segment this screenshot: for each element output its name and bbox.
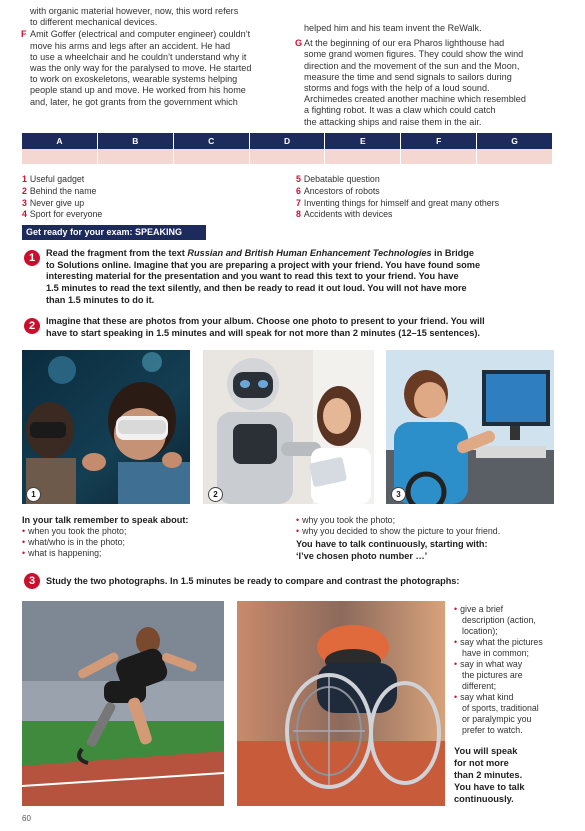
grid-column-header: G: [511, 136, 518, 146]
reading-text-line: to use a wheelchair and he couldn’t understand why it: [30, 51, 247, 62]
compare-final-instruction: [454, 745, 562, 805]
list-item: [22, 174, 282, 186]
answer-grid-header: [22, 133, 552, 149]
instruction-quote: ‘I’ve chosen photo number …’: [296, 551, 428, 561]
reading-text-line: direction and the movement of the sun and the Moon,: [304, 60, 520, 71]
list-number: 5: [296, 174, 301, 184]
list-number: 4: [22, 209, 27, 220]
list-number: 2: [22, 185, 27, 196]
task-number-badge: 2: [24, 318, 40, 334]
reading-text-line: some grand women figures. They could show the wind: [304, 49, 524, 60]
list-item: • when you took the photo;: [22, 526, 127, 536]
bullet-text: why you decided to show the picture to your friend.: [302, 526, 501, 536]
bullet-text: say what kind: [460, 692, 514, 702]
bullet-text: have in common;: [462, 648, 529, 658]
list-text: Accidents with devices: [303, 209, 393, 220]
instruction-text: for not more: [454, 758, 509, 768]
reading-text-line: Archimedes created another machine which resembled: [304, 94, 526, 105]
bullet-text: what/who is in the photo;: [28, 537, 125, 547]
talk-heading: In your talk remember to speak about:: [22, 515, 189, 525]
reading-text-line: with organic material however, now, this word refers: [30, 6, 239, 16]
list-text: Inventing things for himself and great many others: [303, 197, 500, 208]
list-number: 8: [296, 209, 301, 220]
photo-man-computer[interactable]: [386, 350, 554, 504]
instruction-text: continuously.: [454, 794, 514, 804]
task-text: to Solutions online. Imagine that you are preparing a project with your friend. You have found some: [46, 259, 481, 270]
list-item: • what/who is in the photo;: [22, 537, 125, 547]
headings-list-left: [22, 174, 282, 221]
instruction-text: You have to talk continuously, starting with:: [296, 539, 488, 549]
list-item: [22, 198, 282, 210]
answer-cell-e[interactable]: [325, 149, 401, 164]
reading-right-column: [295, 23, 554, 128]
list-item: • say in what way the pictures are different;: [454, 659, 562, 692]
bullet-text: what is happening;: [28, 548, 102, 558]
page-number: 60: [22, 814, 31, 823]
reading-text-line: storms and fogs with the help of a loud sound.: [304, 83, 490, 94]
task-text: Imagine that these are photos from your album. Choose one photo to present to your friend. You will: [46, 316, 485, 326]
reading-text-line: and, later, he got grants from the government which: [30, 96, 238, 107]
reading-text-line: helped him and his team invent the ReWalk.: [304, 23, 482, 33]
paragraph-letter: F: [21, 29, 27, 40]
answer-cell-c[interactable]: [174, 149, 250, 164]
grid-column-header: A: [22, 133, 98, 149]
list-text: Useful gadget: [29, 174, 85, 184]
bullet-text: description (action,: [462, 615, 536, 625]
reading-text-line: a fighting robot. It was a claw which could catch: [304, 105, 496, 116]
list-item: [296, 198, 566, 210]
bullet-text: different;: [462, 681, 497, 691]
answer-grid-row: [22, 149, 552, 164]
bullet-text: of sports, traditional: [462, 703, 539, 713]
bullet-text: say in what way: [460, 659, 523, 669]
task-2-instructions: [46, 316, 566, 339]
bullet-text: say what the pictures: [460, 637, 543, 647]
list-item: • say what kind of sports, traditional or paralympic you prefer to watch.: [454, 692, 562, 736]
list-text: Ancestors of robots: [303, 185, 380, 196]
reading-left-column: [21, 6, 280, 108]
task-number-badge: 3: [24, 573, 40, 589]
answer-cell-d[interactable]: [250, 149, 326, 164]
task-3-instructions: Study the two photographs. In 1.5 minutes be ready to compare and contrast the photographs:: [46, 576, 460, 586]
talk-bullets-right: [296, 515, 566, 537]
list-item: [22, 209, 282, 221]
paragraph-f: [21, 29, 280, 107]
reading-text-line: was the only way for the paralysed to move. He started: [30, 63, 252, 74]
task-text: 1.5 minutes to read the text silently, and then be ready to read it out loud. You will not have more: [46, 283, 467, 294]
photo-robot-woman[interactable]: [203, 350, 374, 504]
task-text: have to start speaking in 1.5 minutes and will speak for not more than 2 minutes (12–15 sentences).: [46, 327, 480, 338]
list-item: • what is happening;: [22, 548, 102, 558]
task-text: Read the fragment from the text: [46, 248, 188, 258]
reading-text-line: people stand up and move. He worked from his home: [30, 85, 246, 96]
reading-text-line: the attacking ships and raise them in the air.: [304, 116, 482, 127]
list-item: [296, 209, 566, 221]
reading-text-line: At the beginning of our era Pharos lighthouse had: [304, 38, 505, 49]
photo-number-tag: 1: [26, 487, 41, 502]
instruction-text: You have to talk: [454, 782, 525, 792]
reading-text-line: to different mechanical devices.: [30, 17, 158, 28]
talk-bullets-left: [22, 526, 282, 559]
list-item: [22, 186, 282, 198]
compare-bullets: [454, 604, 562, 736]
reading-text-line: move his arms and legs after an accident. He had: [30, 40, 231, 51]
task-text: in Bridge: [431, 248, 474, 258]
list-text: Behind the name: [29, 185, 97, 196]
list-number: 1: [22, 174, 27, 184]
bullet-text: give a brief: [460, 604, 504, 614]
grid-column-header: F: [401, 133, 477, 149]
list-text: Never give up: [29, 197, 85, 208]
list-item: • why you took the photo;: [296, 515, 396, 525]
list-text: Sport for everyone: [29, 209, 103, 220]
list-item: • why you decided to show the picture to your friend.: [296, 526, 501, 536]
paragraph-g: [295, 38, 554, 128]
bullet-text: when you took the photo;: [28, 526, 127, 536]
bullet-text: or paralympic you: [462, 714, 532, 724]
headings-list-right: [296, 174, 566, 221]
list-number: 3: [22, 197, 27, 208]
bullet-text: why you took the photo;: [302, 515, 396, 525]
list-text: Debatable question: [303, 174, 380, 184]
bullet-text: the pictures are: [462, 670, 523, 680]
grid-column-header: C: [174, 133, 250, 149]
photo-paralympic-sprinter[interactable]: [22, 601, 224, 806]
list-item: [296, 174, 566, 186]
instruction-text: You will speak: [454, 746, 518, 756]
reading-text-line: Amit Goffer (electrical and computer engineer) couldn’t: [30, 29, 251, 40]
reading-text-line: to work on exoskeletons, wearable systems helping: [30, 74, 238, 85]
grid-column-header: D: [250, 133, 326, 149]
answer-cell-b[interactable]: [98, 149, 174, 164]
task-1-instructions: [46, 248, 561, 307]
task-number-badge: 1: [24, 250, 40, 266]
answer-cell-g[interactable]: [477, 149, 552, 164]
answer-cell-f[interactable]: [401, 149, 477, 164]
reading-text-line: measure the time and send signals to sailors during: [304, 71, 512, 82]
list-item: • say what the pictures have in common;: [454, 637, 562, 659]
task-text: than 1.5 minutes to do it.: [46, 294, 155, 305]
photo-wheelchair-racer[interactable]: [237, 601, 445, 806]
task-text: interesting material for the presentation and you want to read this text to your friend. You have: [46, 271, 459, 282]
bullet-text: location);: [462, 626, 498, 636]
list-number: 7: [296, 197, 301, 208]
instruction-text: than 2 minutes.: [454, 770, 523, 780]
grid-column-header: E: [325, 133, 401, 149]
photo-number-tag: 3: [391, 487, 406, 502]
talk-continuous: [296, 538, 488, 562]
paragraph-letter: G: [295, 38, 303, 49]
text-title: Russian and British Human Enhancement Technologies: [187, 248, 432, 258]
list-number: 6: [296, 185, 301, 196]
photo-number-tag: 2: [208, 487, 223, 502]
bullet-text: prefer to watch.: [462, 725, 523, 735]
list-item: [296, 186, 566, 198]
photo-vr-headsets[interactable]: [22, 350, 190, 504]
grid-column-header: B: [98, 133, 174, 149]
answer-cell-a[interactable]: [22, 149, 98, 164]
section-banner: Get ready for your exam: SPEAKING: [22, 225, 206, 240]
list-item: • give a brief description (action, location);: [454, 604, 562, 637]
